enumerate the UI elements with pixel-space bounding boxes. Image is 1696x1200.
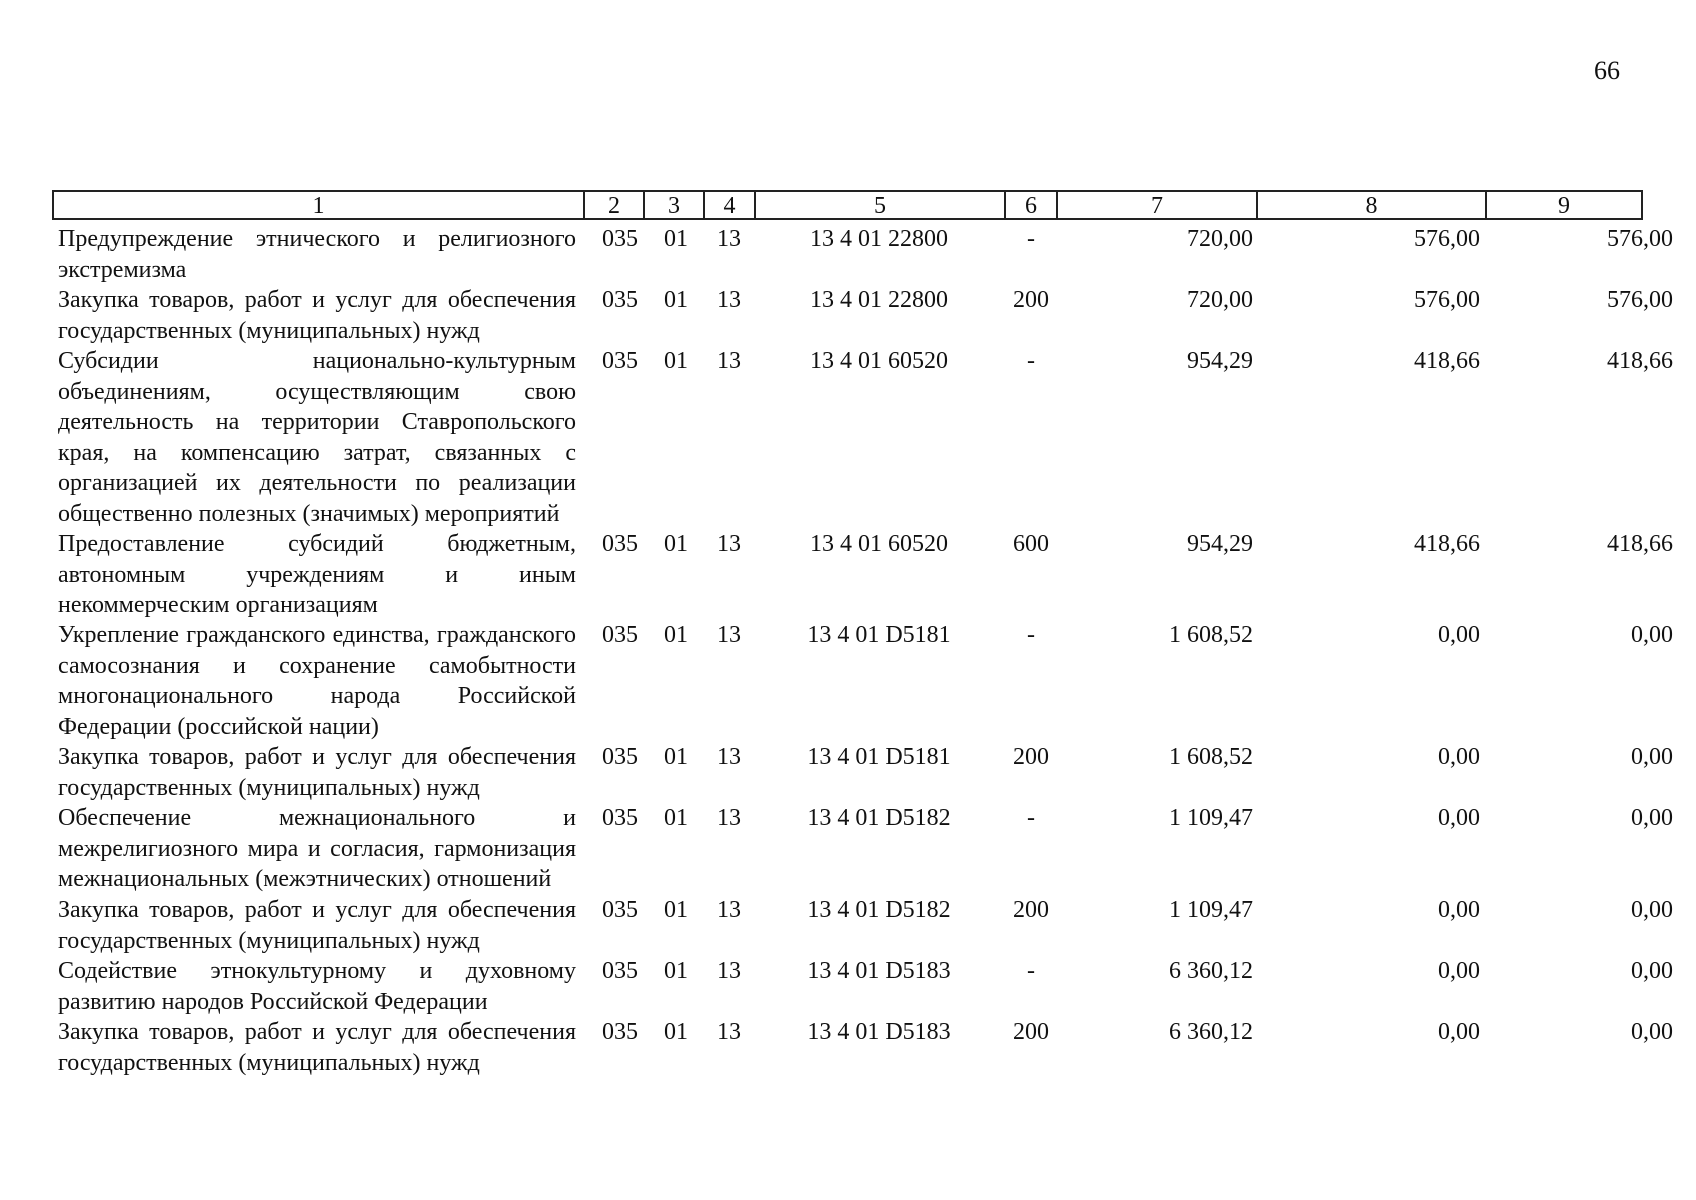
row-cell-c7: 954,29: [1187, 531, 1253, 557]
row-cell-c8: 0,00: [1438, 805, 1480, 831]
row-cell-c8: 0,00: [1438, 744, 1480, 770]
row-cell-c8: 0,00: [1438, 622, 1480, 648]
row-cell-c7: 1 608,52: [1169, 622, 1253, 648]
row-cell-c4: 13: [717, 897, 741, 923]
header-col-2: 2: [585, 192, 645, 218]
row-cell-c7: 1 608,52: [1169, 744, 1253, 770]
row-cell-c7: 6 360,12: [1169, 1019, 1253, 1045]
row-description: Содействие этнокультурному и духовному развитию народов Российской Федерации: [58, 958, 576, 1015]
row-cell-c4: 13: [717, 348, 741, 374]
row-cell-c5: 13 4 01 D5182: [807, 897, 951, 923]
header-col-7: 7: [1058, 192, 1258, 218]
header-col-8: 8: [1258, 192, 1487, 218]
row-cell-c8: 0,00: [1438, 897, 1480, 923]
row-cell-c7: 6 360,12: [1169, 958, 1253, 984]
row-cell-c6: 600: [1013, 531, 1049, 557]
row-cell-c8: 0,00: [1438, 1019, 1480, 1045]
row-cell-c2: 035: [602, 622, 638, 648]
row-cell-c7: 720,00: [1187, 287, 1253, 313]
row-cell-c5: 13 4 01 60520: [810, 531, 948, 557]
row-cell-c3: 01: [664, 897, 688, 923]
row-cell-c2: 035: [602, 958, 638, 984]
row-cell-c9: 576,00: [1607, 287, 1673, 313]
row-cell-c4: 13: [717, 744, 741, 770]
row-cell-c3: 01: [664, 622, 688, 648]
header-col-9: 9: [1558, 193, 1570, 219]
row-cell-c4: 13: [717, 622, 741, 648]
row-cell-c9: 418,66: [1607, 531, 1673, 557]
row-cell-c7: 720,00: [1187, 226, 1253, 252]
row-cell-c6: -: [1027, 958, 1035, 984]
row-cell-c6: -: [1027, 226, 1035, 252]
row-cell-c9: 576,00: [1607, 226, 1673, 252]
header-col-3: 3: [645, 192, 705, 218]
row-cell-c5: 13 4 01 D5182: [807, 805, 951, 831]
row-cell-c5: 13 4 01 D5181: [807, 744, 951, 770]
row-cell-c9: 0,00: [1631, 622, 1673, 648]
header-col-5: 5: [756, 192, 1006, 218]
row-cell-c5: 13 4 01 22800: [810, 287, 948, 313]
row-cell-c5: 13 4 01 D5183: [807, 1019, 951, 1045]
row-cell-c8: 418,66: [1414, 348, 1480, 374]
row-cell-c6: 200: [1013, 287, 1049, 313]
row-description: Обеспечение межнационального и межрелигиозного мира и согласия, гармонизация межнациональных (межэтнических) отношений: [58, 805, 576, 892]
row-cell-c6: -: [1027, 805, 1035, 831]
row-cell-c4: 13: [717, 1019, 741, 1045]
row-cell-c5: 13 4 01 D5181: [807, 622, 951, 648]
row-description: Закупка товаров, работ и услуг для обеспечения государственных (муниципальных) нужд: [58, 287, 576, 344]
row-cell-c6: 200: [1013, 744, 1049, 770]
row-cell-c8: 576,00: [1414, 226, 1480, 252]
row-cell-c9: 0,00: [1631, 744, 1673, 770]
row-cell-c2: 035: [602, 348, 638, 374]
row-cell-c2: 035: [602, 226, 638, 252]
row-cell-c6: -: [1027, 622, 1035, 648]
row-cell-c8: 418,66: [1414, 531, 1480, 557]
row-cell-c7: 1 109,47: [1169, 805, 1253, 831]
row-cell-c2: 035: [602, 1019, 638, 1045]
row-cell-c9: 0,00: [1631, 805, 1673, 831]
row-cell-c4: 13: [717, 287, 741, 313]
row-cell-c5: 13 4 01 D5183: [807, 958, 951, 984]
row-cell-c3: 01: [664, 531, 688, 557]
row-description: Укрепление гражданского единства, гражданского самосознания и сохранение самобытности многонационального народа Российской Федерации (российской нации): [58, 622, 576, 740]
row-cell-c8: 0,00: [1438, 958, 1480, 984]
row-description: Закупка товаров, работ и услуг для обеспечения государственных (муниципальных) нужд: [58, 1019, 576, 1076]
header-col-1: 1: [54, 192, 585, 218]
row-cell-c6: 200: [1013, 897, 1049, 923]
row-cell-c8: 576,00: [1414, 287, 1480, 313]
row-cell-c9: 418,66: [1607, 348, 1673, 374]
row-cell-c3: 01: [664, 348, 688, 374]
row-cell-c4: 13: [717, 958, 741, 984]
row-cell-c9: 0,00: [1631, 958, 1673, 984]
row-cell-c5: 13 4 01 22800: [810, 226, 948, 252]
row-cell-c7: 1 109,47: [1169, 897, 1253, 923]
row-cell-c3: 01: [664, 226, 688, 252]
header-col-6: 6: [1006, 192, 1058, 218]
row-cell-c9: 0,00: [1631, 1019, 1673, 1045]
row-cell-c6: -: [1027, 348, 1035, 374]
row-cell-c5: 13 4 01 60520: [810, 348, 948, 374]
row-description: Субсидии национально-культурным объединениям, осуществляющим свою деятельность на территории Ставропольского края, на компенсацию затрат, связанных с организацией их деятельности по реализации общественно полезных (значимых) мероприятий: [58, 348, 576, 527]
row-cell-c7: 954,29: [1187, 348, 1253, 374]
row-cell-c3: 01: [664, 1019, 688, 1045]
row-cell-c3: 01: [664, 805, 688, 831]
header-col-4: 4: [705, 192, 756, 218]
row-cell-c4: 13: [717, 531, 741, 557]
table-header: [52, 190, 1643, 220]
row-description: Закупка товаров, работ и услуг для обеспечения государственных (муниципальных) нужд: [58, 897, 576, 954]
row-description: Предоставление субсидий бюджетным, автономным учреждениям и иным некоммерческим организациям: [58, 531, 576, 618]
row-description: Закупка товаров, работ и услуг для обеспечения государственных (муниципальных) нужд: [58, 744, 576, 801]
row-cell-c9: 0,00: [1631, 897, 1673, 923]
row-cell-c3: 01: [664, 744, 688, 770]
row-cell-c3: 01: [664, 287, 688, 313]
row-cell-c2: 035: [602, 744, 638, 770]
row-cell-c2: 035: [602, 531, 638, 557]
page-number: 66: [1594, 56, 1620, 85]
row-cell-c4: 13: [717, 805, 741, 831]
row-cell-c6: 200: [1013, 1019, 1049, 1045]
row-cell-c2: 035: [602, 805, 638, 831]
row-cell-c3: 01: [664, 958, 688, 984]
row-cell-c4: 13: [717, 226, 741, 252]
row-cell-c2: 035: [602, 287, 638, 313]
row-description: Предупреждение этнического и религиозного экстремизма: [58, 226, 576, 283]
row-cell-c2: 035: [602, 897, 638, 923]
